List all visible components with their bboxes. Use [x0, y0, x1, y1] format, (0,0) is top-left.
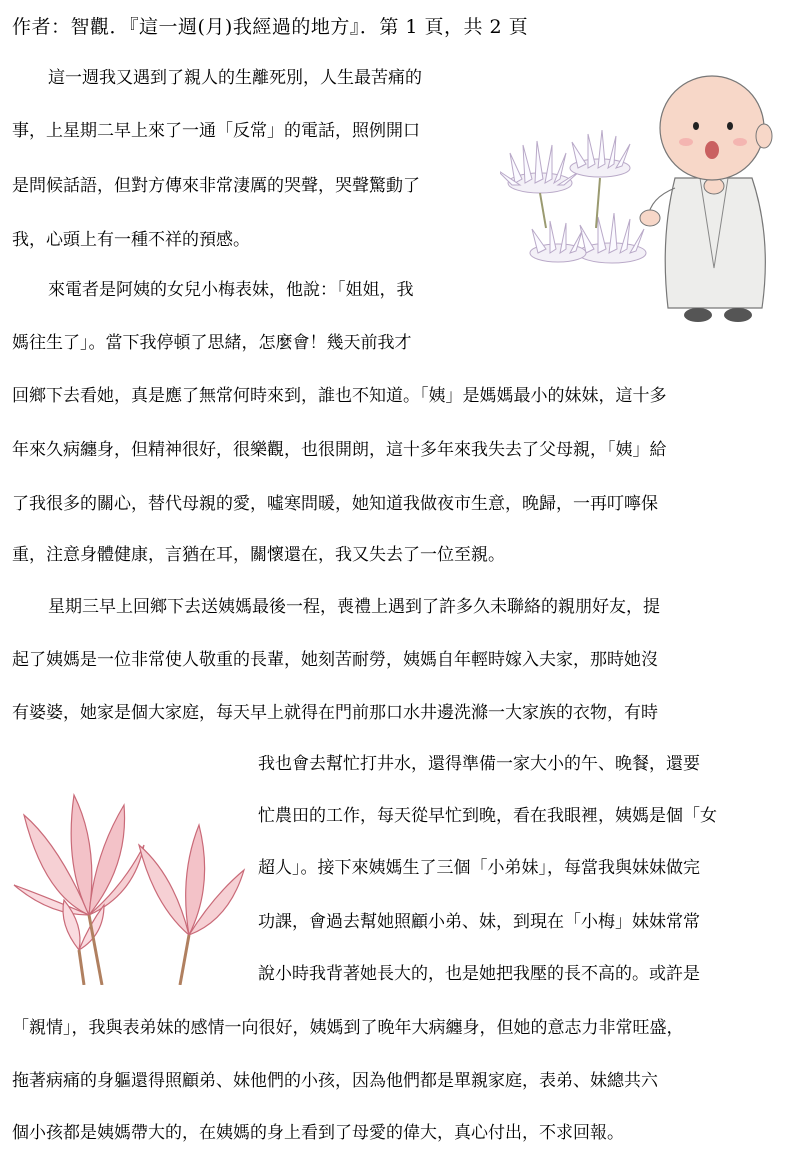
- article-line: 來電者是阿姨的女兒小梅表妹，他說：「姐姐，我: [48, 280, 414, 300]
- article-line: 說小時我背著她長大的，也是她把我壓的長不高的。或許是: [258, 964, 700, 984]
- monk-illustration: [500, 68, 795, 330]
- article-line: 超人」。接下來姨媽生了三個「小弟妹」，每當我與妹妹做完: [258, 858, 700, 878]
- monk-icon: [640, 76, 772, 322]
- article-line: 這一週我又遇到了親人的生離死別，人生最苦痛的: [48, 68, 422, 88]
- article-line: 是問候話語，但對方傳來非常淒厲的哭聲，哭聲驚動了: [12, 176, 420, 196]
- article-line: 回鄉下去看她，真是應了無常何時來到，誰也不知道。「姨」是媽媽最小的妹妹，這十多: [12, 386, 667, 406]
- article-line: 星期三早上回鄉下去送姨媽最後一程，喪禮上遇到了許多久未聯絡的親朋好友，提: [48, 597, 660, 617]
- article-line: 有婆婆，她家是個大家庭，每天早上就得在門前那口水井邊洗滌一大家族的衣物，有時: [12, 703, 658, 723]
- article-line: 「親情」，我與表弟妹的感情一向很好，姨媽到了晚年大病纏身，但她的意志力非常旺盛，: [12, 1018, 684, 1038]
- article-line: 起了姨媽是一位非常使人敬重的長輩，她刻苦耐勞，姨媽自年輕時嫁入夫家，那時她沒: [12, 650, 658, 670]
- article-line: 個小孩都是姨媽帶大的，在姨媽的身上看到了母愛的偉大，真心付出，不求回報。: [12, 1123, 624, 1143]
- article-line: 我，心頭上有一種不祥的預感。: [12, 230, 250, 250]
- white-flower-icon: [500, 130, 646, 263]
- article-line: 忙農田的工作，每天從早忙到晚，看在我眼裡，姨媽是個「女: [258, 806, 717, 826]
- article-line: 拖著病痛的身軀還得照顧弟、妹他們的小孩，因為他們都是單親家庭，表弟、妹總共六: [12, 1071, 658, 1091]
- article-line: 了我很多的關心，替代母親的愛，噓寒問暖，她知道我做夜市生意，晚歸，一再叮嚀保: [12, 494, 658, 514]
- page-header: 作者：智觀．『這一週(月)我經過的地方』．第 1 頁，共 2 頁: [12, 16, 529, 38]
- article-line: 重，注意身體健康，言猶在耳，關懷還在，我又失去了一位至親。: [12, 545, 505, 565]
- article-line: 我也會去幫忙打井水，還得準備一家大小的午、晚餐，還要: [258, 754, 700, 774]
- lotus-illustration: [4, 775, 254, 985]
- lotus-icon: [14, 795, 244, 950]
- article-line: 年來久病纏身，但精神很好，很樂觀，也很開朗，這十多年來我失去了父母親，「姨」給: [12, 440, 667, 460]
- article-line: 事，上星期二早上來了一通「反常」的電話，照例開口: [12, 121, 420, 141]
- article-line: 功課，會過去幫她照顧小弟、妹，到現在「小梅」妹妹常常: [258, 912, 700, 932]
- article-line: 媽往生了」。當下我停頓了思緒，怎麼會！幾天前我才: [12, 333, 412, 353]
